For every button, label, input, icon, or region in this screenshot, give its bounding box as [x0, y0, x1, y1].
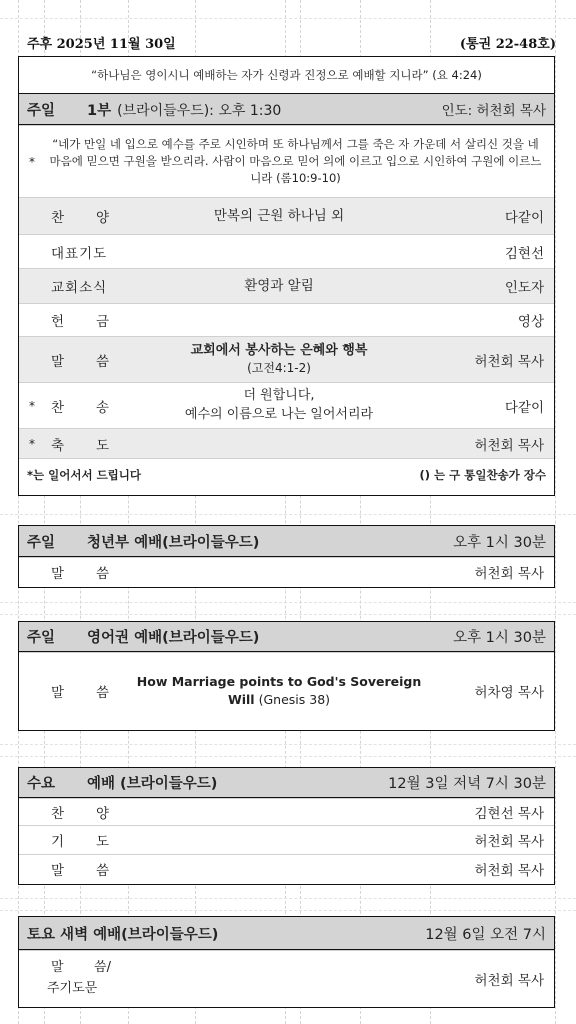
- order-row: [19, 428, 554, 458]
- youth-service-box: [18, 525, 555, 588]
- bulletin-header: [27, 30, 556, 54]
- order-row: [19, 268, 554, 303]
- english-service-box: [18, 621, 555, 731]
- english-title: 영어권 예배(브라이들우드): [87, 630, 260, 646]
- english-time: 오후 1시 30분: [453, 630, 546, 646]
- order-row: [19, 336, 554, 382]
- order-content: 만복의 근원 하나님 외: [213, 207, 345, 224]
- saturday-row: [19, 950, 554, 1006]
- saturday-title: 토요 새벽 예배(브라이들우드): [27, 926, 219, 943]
- scripture-row: [19, 125, 554, 197]
- stand-marker: *: [29, 436, 35, 451]
- saturday-service-box: [18, 916, 555, 1008]
- order-label: 말: [51, 353, 65, 370]
- saturday-time: 12월 6일 오전 7시: [425, 926, 546, 943]
- saturday-label: [45, 958, 129, 1000]
- service-header: [19, 93, 554, 125]
- order-person: 인도자: [504, 280, 544, 296]
- grid-line: [0, 18, 576, 19]
- sermon-reference: (고전4:1-2): [247, 361, 311, 376]
- service-place: (브라이들우드): 오후 1:30: [117, 102, 282, 119]
- hymn-title: 더 원합니다,: [243, 388, 315, 404]
- order-person: 김현선: [504, 245, 544, 262]
- order-label: 씀: [95, 863, 109, 879]
- order-label: 말: [51, 566, 65, 582]
- order-person: 다같이: [504, 399, 544, 416]
- order-label: 송: [95, 399, 109, 416]
- order-label: 찬: [51, 806, 65, 822]
- order-label: 양: [95, 806, 109, 822]
- saturday-preacher: 허천회 목사: [474, 972, 544, 989]
- order-content: 환영과 알림: [244, 277, 314, 294]
- order-row: [19, 197, 554, 234]
- order-person: 허천회 목사: [474, 834, 544, 850]
- sunday-service-box: [18, 56, 555, 496]
- order-person: 허천회 목사: [474, 353, 544, 370]
- english-row: [19, 652, 554, 728]
- service-leader: 인도: 허천회 목사: [441, 103, 546, 119]
- order-person: 허천회 목사: [474, 437, 544, 454]
- stand-marker: *: [29, 398, 35, 413]
- grid-line: [0, 514, 576, 515]
- order-label: 말: [51, 684, 65, 701]
- youth-time: 오후 1시 30분: [453, 534, 546, 551]
- grid-line: [0, 614, 576, 615]
- order-row: [19, 303, 554, 336]
- scripture-text: “네가 만일 네 입으로 예수를 주로 시인하며 또 하나님께서 그를 죽은 자 가운데 서 살리신 것을 네 마음에 믿으면 구원을 받으리라. 사람이 마음으로 믿어 의에 이르고 입으로 시인하여 구원에 이르느니라 (롬10:9-10): [49, 136, 542, 186]
- order-label: 금: [95, 314, 109, 330]
- wednesday-header: [19, 768, 554, 798]
- order-person: 김현선 목사: [474, 806, 544, 822]
- grid-line: [0, 602, 576, 603]
- english-sermon-title: How Marriage points to God's Sovereign Will: [136, 674, 422, 707]
- verse-row: [19, 57, 554, 93]
- stand-marker: *: [29, 154, 35, 169]
- bulletin-volume: (통권 22-48호): [459, 36, 556, 52]
- service-part: 1부: [87, 102, 112, 119]
- sermon-title: 교회에서 봉사하는 은혜와 행복: [190, 343, 368, 358]
- order-row: [19, 382, 554, 428]
- order-label: 교회소식: [51, 280, 108, 296]
- english-header: [19, 622, 554, 652]
- service-day: 주일: [27, 102, 56, 119]
- grid-line: [0, 756, 576, 757]
- order-label: 대표기도: [51, 245, 108, 262]
- footnote-stand: *는 일어서서 드립니다: [27, 468, 142, 482]
- grid-line: [0, 744, 576, 745]
- wednesday-title: 예배 (브라이들우드): [87, 776, 218, 792]
- grid-line: [0, 910, 576, 911]
- order-label: 찬: [51, 210, 65, 226]
- order-label: 도: [95, 437, 109, 454]
- hymn-title: 예수의 이름으로 나는 일어서리라: [184, 406, 374, 422]
- order-label: 씀/: [94, 959, 111, 975]
- english-sermon-reference: (Gnesis 38): [258, 691, 331, 707]
- order-person: 영상: [517, 314, 544, 330]
- order-label: 도: [95, 834, 109, 850]
- order-label: 씀: [95, 684, 109, 701]
- english-preacher: 허차영 목사: [474, 684, 544, 701]
- order-row: [19, 234, 554, 268]
- wednesday-service-box: [18, 767, 555, 885]
- order-label: 씀: [95, 566, 109, 582]
- youth-row: [19, 557, 554, 586]
- footnote-row: [19, 458, 554, 491]
- youth-day: 주일: [27, 534, 56, 551]
- order-label: 주기도문: [47, 980, 98, 996]
- wednesday-time: 12월 3일 저녁 7시 30분: [388, 776, 546, 792]
- saturday-header: [19, 917, 554, 950]
- youth-title: 청년부 예배(브라이들우드): [87, 534, 260, 551]
- order-person: 허천회 목사: [474, 863, 544, 879]
- footnote-hymnal: () 는 구 통일찬송가 장수: [419, 468, 546, 482]
- order-label: 씀: [95, 353, 109, 370]
- youth-header: [19, 526, 554, 557]
- order-label: 헌: [51, 314, 65, 330]
- english-day: 주일: [27, 630, 56, 646]
- order-label: 양: [95, 210, 109, 226]
- youth-preacher: 허천회 목사: [474, 566, 544, 582]
- wednesday-row: [19, 825, 554, 854]
- order-label: 찬: [51, 399, 65, 416]
- order-label: 기: [51, 834, 65, 850]
- order-person: 다같이: [504, 210, 544, 226]
- wednesday-day: 수요: [27, 776, 56, 792]
- grid-line: [0, 898, 576, 899]
- order-label: 축: [51, 437, 65, 454]
- wednesday-row: [19, 798, 554, 825]
- grid-line: [555, 0, 556, 1024]
- verse-top: “하나님은 영이시니 예배하는 자가 신령과 진정으로 예배할 지니라” (요 4:24): [91, 67, 482, 82]
- bulletin-date: 주후 2025년 11월 30일: [27, 36, 176, 52]
- order-label: 말: [51, 959, 64, 975]
- wednesday-row: [19, 854, 554, 883]
- order-label: 말: [51, 863, 65, 879]
